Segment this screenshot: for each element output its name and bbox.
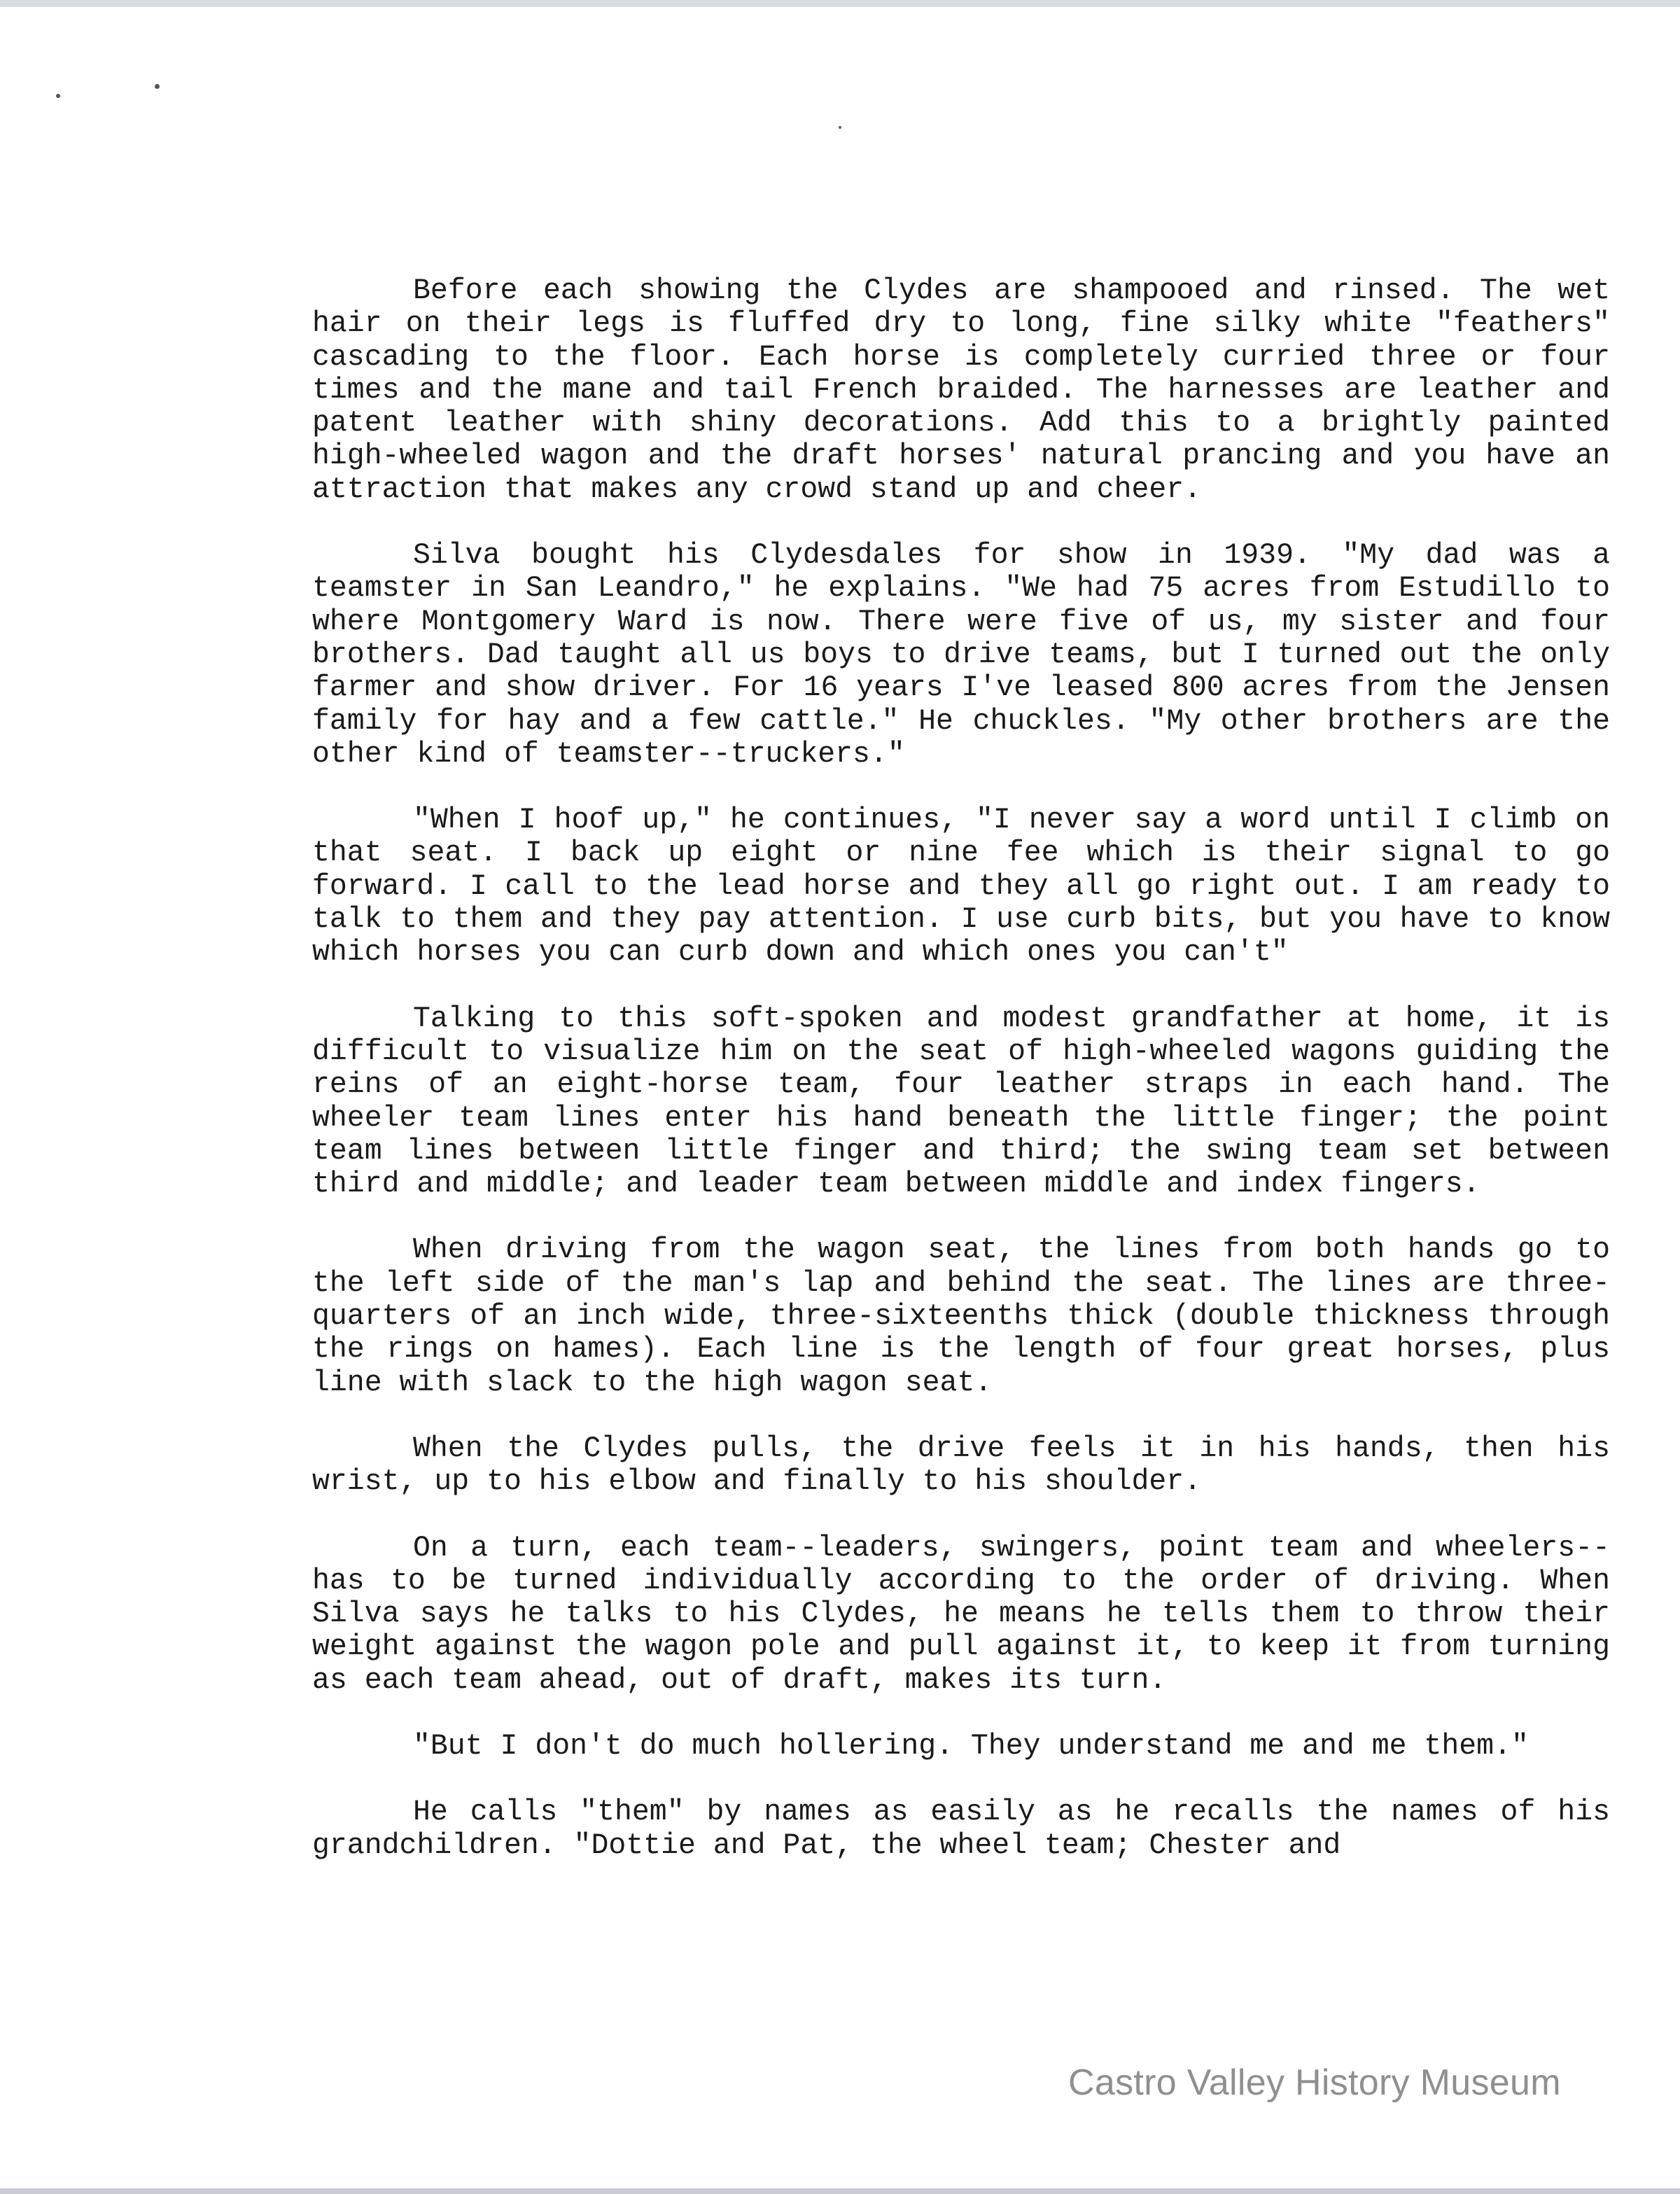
scan-bottom-edge <box>0 2188 1680 2194</box>
paragraph-8: "But I don't do much hollering. They understand me and me them." <box>413 1729 1529 1763</box>
paragraph-4: Talking to this soft-spoken and modest grandfather at home, it is difficult to visualize him on the seat of high-wheeled wagons guiding the reins of an eight-horse team, four leather straps in each hand. The wheeler team lines enter his hand beneath the little finger; the point team lines between little finger and third; the swing team set between third and middle; and leader team between middle and index fingers. <box>312 1002 1610 1201</box>
paragraph-1: Before each showing the Clydes are shampooed and rinsed. The wet hair on their legs is fluffed dry to long, fine silky white "feathers" cascading to the floor. Each horse is completely curried three or four times and the mane and tail French braided. The harnesses are leather and patent leather with shiny decorations. Add this to a brightly painted high-wheeled wagon and the draft horses' natural prancing and you have an attraction that makes any crowd stand up and cheer. <box>312 274 1610 506</box>
paragraph-7: On a turn, each team--leaders, swingers, point team and wheelers--has to be turned individually according to the order of driving. When Silva says he talks to his Clydes, he means he tells them to throw their weight against the wagon pole and pull against it, to keep it from turning as each team ahead, out of draft, makes its turn. <box>312 1531 1610 1697</box>
dust-speck <box>155 84 160 89</box>
paragraph-2: Silva bought his Clydesdales for show in 1939. "My dad was a teamster in San Leandro," he explains. "We had 75 acres from Estudillo to where Montgomery Ward is now. There were five of us, my sister and four brothers. Dad taught all us boys to drive teams, but I turned out the only farmer and show driver. For 16 years I've leased 800 acres from the Jensen family for hay and a few cattle." He chuckles. "My other brothers are the other kind of teamster--truckers." <box>312 539 1610 771</box>
paragraph-3: "When I hoof up," he continues, "I never say a word until I climb on that seat. I back up eight or nine fee which is their signal to go forward. I call to the lead horse and they all go right out. I am ready to talk to them and they pay attention. I use curb bits, but you have to know which horses you can curb down and which ones you can't" <box>312 804 1610 970</box>
dust-speck <box>56 94 60 98</box>
dust-speck <box>839 126 841 129</box>
museum-watermark: Castro Valley History Museum <box>1068 2062 1561 2103</box>
paragraph-9: He calls "them" by names as easily as he recalls the names of his grandchildren. "Dottie and Pat, the wheel team; Chester and <box>312 1796 1610 1862</box>
paragraph-6: When the Clydes pulls, the drive feels it in his hands, then his wrist, up to his elbow and finally to his shoulder. <box>312 1432 1610 1499</box>
paragraph-5: When driving from the wagon seat, the lines from both hands go to the left side of the man's lap and behind the seat. The lines are three-quarters of an inch wide, three-sixteenths thick (double thickness through the rings on hames). Each line is the length of four great horses, plus line with slack to the high wagon seat. <box>312 1234 1610 1399</box>
scan-top-edge <box>0 0 1680 7</box>
document-body <box>312 274 1610 1895</box>
